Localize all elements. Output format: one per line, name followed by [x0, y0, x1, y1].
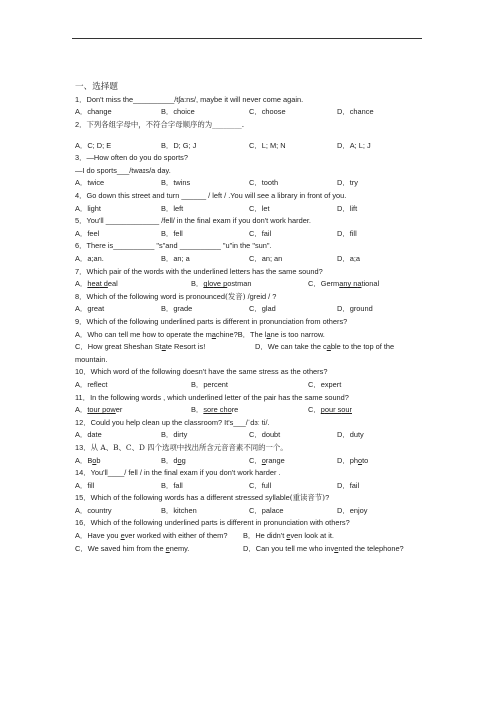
option-d[interactable]: D．lift	[337, 203, 358, 213]
option-a[interactable]: A．country	[75, 505, 112, 515]
option-c[interactable]: C．L; M; N	[249, 140, 286, 150]
option-d[interactable]: D．fail	[337, 480, 360, 490]
question-text: Go down this street and turn ______ / left / .You will see a library in front of you.	[86, 191, 347, 201]
question-text: Which of the following words has a different stressed syllable	[90, 493, 290, 503]
question-4	[75, 192, 425, 205]
option-d[interactable]: D．We can take the cable to the top of the	[255, 342, 395, 352]
option-b[interactable]: B．left	[161, 203, 184, 213]
option-a[interactable]: A．feel	[75, 228, 100, 238]
option-a[interactable]: A．a;an.	[75, 254, 104, 263]
option-b[interactable]: B．choice	[161, 107, 195, 117]
question-text-cn: (发音)	[224, 291, 246, 301]
options-16-row-2	[75, 545, 425, 558]
question-number: 13．	[75, 442, 91, 452]
option-c[interactable]: C．palace	[249, 505, 284, 515]
option-a[interactable]: A．Bob	[75, 455, 101, 465]
option-d[interactable]: D．ground	[337, 304, 373, 314]
question-text: Which word of the following doesn't have the same stress as the others?	[90, 367, 328, 377]
option-c[interactable]: C．doubt	[249, 430, 281, 440]
option-d[interactable]: D．photo	[337, 455, 369, 465]
options-9-row-2	[75, 343, 425, 356]
option-a[interactable]: A．C; D; E	[75, 140, 112, 150]
option-b[interactable]: B．kitchen	[161, 505, 197, 515]
question-number: 1．	[75, 94, 87, 104]
option-d[interactable]: D．duty	[337, 430, 364, 440]
question-text-cn: (重读音节)	[289, 493, 326, 503]
option-d[interactable]: D．A; L; J	[337, 140, 371, 150]
option-a[interactable]: A．great	[75, 304, 105, 314]
question-text-end: ?	[325, 493, 330, 503]
question-number: 11．	[75, 392, 91, 402]
question-number: 2．	[75, 120, 87, 130]
option-b[interactable]: B．glove postman	[191, 279, 252, 289]
option-a[interactable]: A．change	[75, 107, 112, 117]
option-b[interactable]: B．sore chore	[191, 405, 239, 415]
option-c[interactable]: C．glad	[249, 304, 276, 314]
option-c[interactable]: C．pour sour	[308, 405, 352, 415]
question-10	[75, 368, 425, 381]
option-b[interactable]: B．D; G; J	[161, 140, 197, 150]
option-c[interactable]: C．let	[249, 203, 270, 213]
option-d[interactable]: D．Can you tell me who invented the telephone?	[243, 543, 404, 553]
question-text-end: /greid / ?	[245, 291, 277, 301]
question-text: 下列各组字母中，不符合字母顺序的为________.	[86, 120, 245, 130]
option-b[interactable]: B．an; a	[161, 254, 190, 263]
question-number: 3．	[75, 153, 87, 163]
question-11	[75, 394, 425, 407]
option-a[interactable]: A．fill	[75, 480, 95, 490]
option-c[interactable]: C．Germany national	[308, 279, 380, 289]
question-15	[75, 494, 425, 507]
section-title: 一、选择题	[75, 82, 118, 92]
question-number: 8．	[75, 291, 87, 301]
question-text: Could you help clean up the classroom? It's___/ˈdɜː ti/.	[90, 417, 270, 427]
option-b[interactable]: B．twins	[161, 178, 191, 188]
option-b[interactable]: B．grade	[161, 304, 193, 314]
option-c[interactable]: C．fail	[249, 228, 272, 238]
question-text: Which of the following underlined parts is different in pronunciation from others?	[86, 316, 348, 326]
option-b[interactable]: B．percent	[191, 379, 228, 389]
option-a[interactable]: A．date	[75, 430, 102, 440]
option-c[interactable]: C．expert	[308, 379, 342, 389]
question-text: Don't miss the__________/tʃa:ns/, maybe it will never come again.	[86, 94, 304, 104]
question-number: 15．	[75, 493, 91, 503]
option-c[interactable]: C．tooth	[249, 178, 279, 188]
option-a[interactable]: A．twice	[75, 178, 105, 188]
option-b[interactable]: B．dog	[161, 455, 186, 465]
question-text: You'll _____________ /fell/ in the final exam if you don't work harder.	[86, 216, 311, 226]
option-a[interactable]: A．Have you ever worked with either of them?	[75, 531, 228, 541]
question-number: 16．	[75, 518, 91, 528]
question-number: 7．	[75, 266, 87, 276]
question-number: 5．	[75, 216, 87, 226]
option-c[interactable]: C．We saved him from the enemy.	[75, 543, 190, 553]
question-number: 6．	[75, 241, 87, 251]
option-a[interactable]: A．tour power	[75, 405, 123, 415]
question-text: You'll____/ fell / in the final exam if you don't work harder .	[90, 468, 281, 478]
option-c[interactable]: C．orange	[249, 455, 285, 465]
option-a[interactable]: A．reflect	[75, 379, 108, 389]
option-d[interactable]: D．a;a	[337, 254, 361, 263]
header-rule	[72, 38, 422, 39]
option-b[interactable]: B．fell	[161, 228, 183, 238]
option-d[interactable]: D．chance	[337, 107, 374, 117]
option-c[interactable]: C．choose	[249, 107, 286, 117]
question-list	[75, 83, 425, 557]
option-c[interactable]: C．full	[249, 480, 272, 490]
question-2	[75, 121, 425, 134]
question-number: 14．	[75, 468, 91, 478]
option-b[interactable]: B．fall	[161, 480, 183, 490]
question-text: —How often do you do sports?	[86, 153, 188, 163]
option-a[interactable]: A．heat deal	[75, 279, 118, 289]
question-3-line-2: —I do sports___/twaɪs/a day.	[75, 165, 171, 175]
question-text: Which pair of the words with the underlined letters has the same sound?	[86, 266, 323, 276]
question-3	[75, 154, 425, 167]
question-number: 4．	[75, 191, 87, 201]
question-text: In the following words , which underlined letter of the pair has the same sound?	[90, 392, 349, 402]
option-a[interactable]: A．Who can tell me how to operate the machine?	[75, 329, 238, 339]
option-b[interactable]: B．The lane is too narrow.	[237, 329, 325, 339]
option-c[interactable]: C．an; an	[249, 254, 283, 263]
option-d[interactable]: D．try	[337, 178, 358, 188]
question-text: Which of the following underlined parts is different in pronunciation with others?	[90, 518, 350, 528]
question-number: 9．	[75, 316, 87, 326]
question-number: 12．	[75, 417, 91, 427]
option-d[interactable]: D．enjoy	[337, 505, 368, 515]
option-a[interactable]: A．light	[75, 203, 101, 213]
question-text: Which of the following word is pronounced	[86, 291, 225, 301]
options-9-row-3: mountain.	[75, 354, 108, 364]
question-5	[75, 217, 425, 230]
question-number: 10．	[75, 367, 91, 377]
option-d[interactable]: D．fill	[337, 228, 357, 238]
option-b[interactable]: B．dirty	[161, 430, 188, 440]
option-c[interactable]: C．How great Sheshan State Resort is!	[75, 342, 206, 352]
question-14	[75, 469, 425, 482]
option-b[interactable]: B．He didn't even look at it.	[243, 531, 334, 541]
question-text: 从 A、B、C、D 四个选项中找出所含元音音素不同的一个。	[90, 442, 288, 452]
question-text: There is__________ "s"and __________ "u"in the "sun".	[86, 241, 272, 251]
